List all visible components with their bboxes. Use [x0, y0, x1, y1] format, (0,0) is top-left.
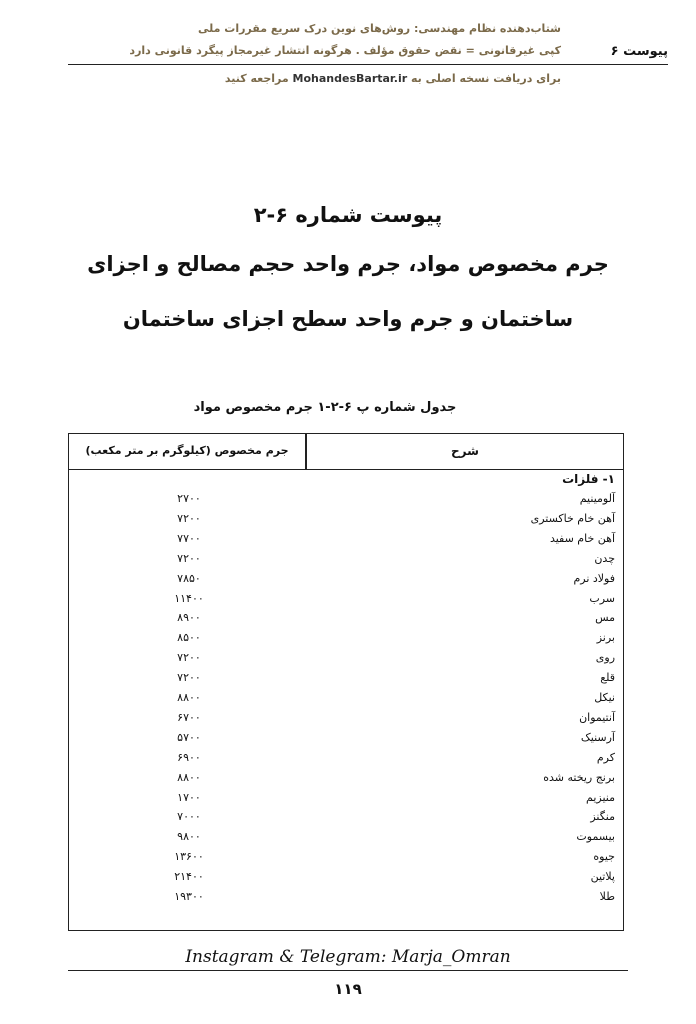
- density-value: ۱۳۶۰۰: [174, 850, 204, 864]
- material-name: برنز: [596, 631, 615, 645]
- watermark-site-link[interactable]: MohandesBartar.ir: [292, 72, 408, 85]
- density-value: ۱۷۰۰: [177, 790, 201, 804]
- density-value: ۷۷۰۰: [177, 531, 201, 545]
- material-name: طلا: [599, 890, 615, 903]
- density-value: ۷۲۰۰: [177, 671, 201, 685]
- density-value: ۵۷۰۰: [177, 730, 201, 744]
- table-row: [69, 651, 623, 671]
- social-note: Instagram & Telegram: Marja_Omran: [185, 947, 511, 967]
- appendix-subtitle-line-1: جرم مخصوص مواد، جرم واحد حجم مصالح و اجزای: [87, 252, 609, 276]
- density-value: ۸۹۰۰: [177, 611, 201, 625]
- density-table: [68, 433, 624, 931]
- material-name: آرسنیک: [580, 730, 615, 744]
- material-name: قلع: [600, 671, 615, 685]
- table-row: [69, 492, 623, 512]
- watermark-line-1: شتاب‌دهنده نظام مهندسی: روش‌های نوین درک سریع مقررات ملی: [198, 22, 561, 35]
- material-name: منیزیم: [586, 790, 615, 804]
- header-divider: [305, 434, 307, 469]
- table-row: [69, 890, 623, 910]
- material-name: آلومینیم: [579, 492, 615, 505]
- material-name: منگنز: [590, 810, 615, 824]
- category-label: ۱- فلزات: [562, 472, 615, 486]
- material-name: آنتیموان: [579, 710, 615, 724]
- density-value: ۶۹۰۰: [177, 750, 201, 764]
- footer-rule: [68, 970, 628, 971]
- material-name: کرم: [596, 750, 615, 764]
- watermark-line-2: کپی غیرقانونی = نقض حقوق مؤلف . هرگونه انتشار غیرمجاز پیگرد قانونی دارد: [129, 44, 561, 57]
- header-density: جرم مخصوص (کیلوگرم بر متر مکعب): [85, 444, 289, 457]
- appendix-title: پیوست شماره ۶-۲: [253, 203, 443, 227]
- density-value: ۷۲۰۰: [177, 651, 201, 665]
- density-value: ۷۲۰۰: [177, 511, 201, 525]
- watermark-prefix: برای دریافت نسخه اصلی به: [411, 72, 561, 85]
- table-row: [69, 572, 623, 592]
- material-name: آهن خام سفید: [549, 531, 615, 545]
- material-name: برنج ریخته شده: [543, 770, 615, 784]
- material-name: جیوه: [593, 850, 615, 864]
- table-row: [69, 671, 623, 691]
- table-row: [69, 850, 623, 870]
- material-name: نیکل: [594, 691, 615, 704]
- table-row: [69, 631, 623, 651]
- appendix-subtitle-line-2: ساختمان و جرم واحد سطح اجزای ساختمان: [122, 307, 574, 331]
- header-rule: [68, 64, 668, 65]
- density-value: ۲۱۴۰۰: [174, 870, 204, 884]
- material-name: فولاد نرم: [573, 571, 615, 585]
- density-value: ۸۸۰۰: [177, 770, 201, 784]
- material-name: چدن: [594, 551, 615, 565]
- table-row: [69, 532, 623, 552]
- material-name: پلاتین: [590, 870, 615, 884]
- density-value: ۲۷۰۰: [177, 492, 201, 505]
- density-value: ۱۹۳۰۰: [174, 890, 204, 903]
- density-value: ۱۱۴۰۰: [174, 591, 204, 605]
- material-name: بیسموت: [576, 830, 615, 844]
- table-row: [69, 830, 623, 850]
- table-row: [69, 791, 623, 811]
- table-row: [69, 711, 623, 731]
- header-description: شرح: [451, 444, 479, 458]
- material-name: آهن خام خاکستری: [530, 511, 615, 525]
- table-row: [69, 771, 623, 791]
- density-value: ۹۸۰۰: [177, 830, 201, 844]
- density-value: ۸۸۰۰: [177, 691, 201, 704]
- density-value: ۷۲۰۰: [177, 551, 201, 565]
- density-value: ۷۰۰۰: [177, 810, 201, 824]
- table-row: [69, 512, 623, 532]
- watermark-line-3: [225, 72, 561, 85]
- table-header: [69, 434, 623, 470]
- page-number: ۱۱۹: [334, 980, 362, 998]
- density-value: ۸۵۰۰: [177, 631, 201, 645]
- table-row: [69, 751, 623, 771]
- table-row: [69, 691, 623, 711]
- table-row: [69, 611, 623, 631]
- material-name: مس: [595, 611, 615, 625]
- table-caption: جدول شماره پ ۶-۲-۱ جرم مخصوص مواد: [193, 400, 457, 415]
- watermark-suffix: مراجعه کنید: [224, 72, 289, 85]
- table-row: [69, 592, 623, 612]
- table-row: [69, 870, 623, 890]
- density-value: ۶۷۰۰: [177, 710, 201, 724]
- table-row: [69, 731, 623, 751]
- running-header: پیوست ۶: [610, 44, 668, 59]
- material-name: سرب: [589, 591, 615, 605]
- material-name: روی: [595, 651, 615, 665]
- table-row: [69, 810, 623, 830]
- table-row: [69, 552, 623, 572]
- density-value: ۷۸۵۰: [177, 571, 201, 585]
